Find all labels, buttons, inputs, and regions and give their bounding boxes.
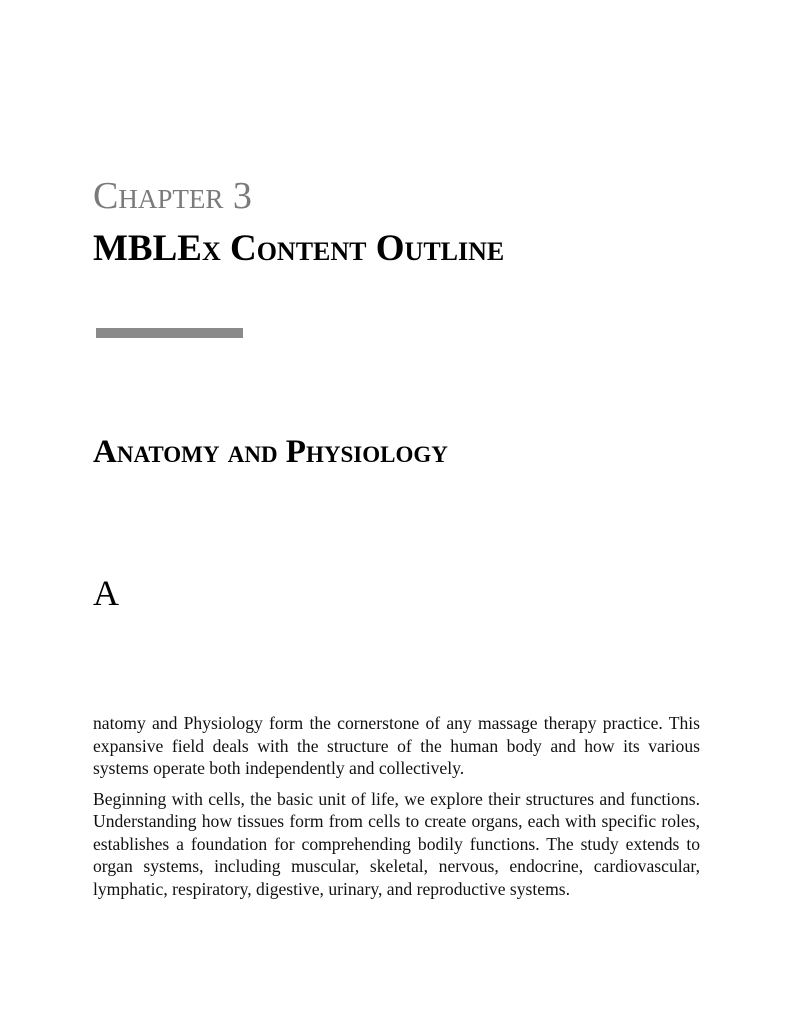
chapter-divider [96,328,243,338]
paragraph: natomy and Physiology form the cornerstone of any massage therapy practice. This expansive field deals with the structure of the human body and how its various systems operate both independently and collectively. [93,713,700,778]
drop-cap-letter: A [93,573,119,613]
section-heading: Anatomy and Physiology [93,434,448,470]
chapter-title: MBLEx Content Outline [93,228,505,269]
chapter-label: Chapter 3 [93,175,252,217]
paragraph: Beginning with cells, the basic unit of life, we explore their structures and functions. Understanding how tissues form from cells to create organs, each with specific roles, establishes a foundation for comprehending bodily functions. The study extends to organ systems, including muscular, skeletal, nervous, endocrine, cardiovascular, lymphatic, respiratory, digestive, urinary, and reproductive systems. [93,788,700,899]
body-text [93,712,700,908]
